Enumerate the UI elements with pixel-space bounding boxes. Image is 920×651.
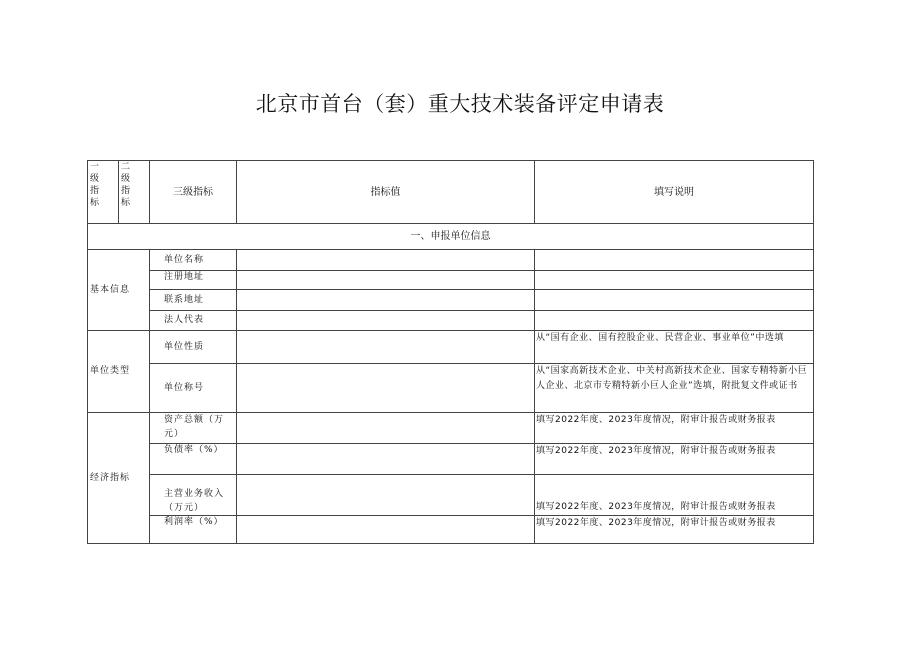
contact-address-note <box>535 290 814 311</box>
group-basic-info: 基本信息 <box>88 250 150 331</box>
row-unit-name-label: 单位名称 <box>150 250 237 271</box>
group-unit-type: 单位类型 <box>88 331 150 413</box>
reg-address-value[interactable] <box>237 271 535 290</box>
header-value: 指标值 <box>237 161 535 224</box>
unit-nature-value[interactable] <box>237 331 535 364</box>
row-legal-rep-label: 法人代表 <box>150 311 237 331</box>
legal-rep-value[interactable] <box>237 311 535 331</box>
total-assets-note: 填写2022年度、2023年度情况，附审计报告或财务报表 <box>535 413 814 444</box>
row-debt-ratio-label: 负债率（%） <box>150 444 237 475</box>
unit-name-value[interactable] <box>237 250 535 271</box>
main-revenue-note: 填写2022年度、2023年度情况，附审计报告或财务报表 <box>535 475 814 516</box>
header-level3: 三级指标 <box>150 161 237 224</box>
total-assets-value[interactable] <box>237 413 535 444</box>
document-title: 北京市首台（套）重大技术装备评定申请表 <box>255 92 665 116</box>
debt-ratio-note: 填写2022年度、2023年度情况，附审计报告或财务报表 <box>535 444 814 475</box>
unit-title-value[interactable] <box>237 364 535 413</box>
debt-ratio-value[interactable] <box>237 444 535 475</box>
header-level2: 二级指标 <box>119 161 150 224</box>
application-table <box>87 160 814 544</box>
legal-rep-note <box>535 311 814 331</box>
header-level1: 一级指标 <box>88 161 119 224</box>
main-revenue-value[interactable] <box>237 475 535 516</box>
row-total-assets-label: 资产总额（万元） <box>150 413 237 444</box>
contact-address-value[interactable] <box>237 290 535 311</box>
profit-margin-note: 填写2022年度、2023年度情况，附审计报告或财务报表 <box>535 516 814 544</box>
header-note: 填写说明 <box>535 161 814 224</box>
unit-name-note <box>535 250 814 271</box>
row-main-revenue-label: 主营业务收入（万元） <box>150 475 237 516</box>
row-unit-nature-label: 单位性质 <box>150 331 237 364</box>
section-unit-info: 一、申报单位信息 <box>88 224 814 250</box>
unit-title-note: 从“国家高新技术企业、中关村高新技术企业、国家专精特新小巨人企业、北京市专精特新小巨人企业”选填，附批复文件或证书 <box>535 364 814 413</box>
row-profit-margin-label: 利润率（%） <box>150 516 237 544</box>
profit-margin-value[interactable] <box>237 516 535 544</box>
unit-nature-note: 从“国有企业、国有控股企业、民营企业、事业单位”中选填 <box>535 331 814 364</box>
reg-address-note <box>535 271 814 290</box>
row-reg-address-label: 注册地址 <box>150 271 237 290</box>
group-economic: 经济指标 <box>88 413 150 544</box>
row-unit-title-label: 单位称号 <box>150 364 237 413</box>
row-contact-address-label: 联系地址 <box>150 290 237 311</box>
